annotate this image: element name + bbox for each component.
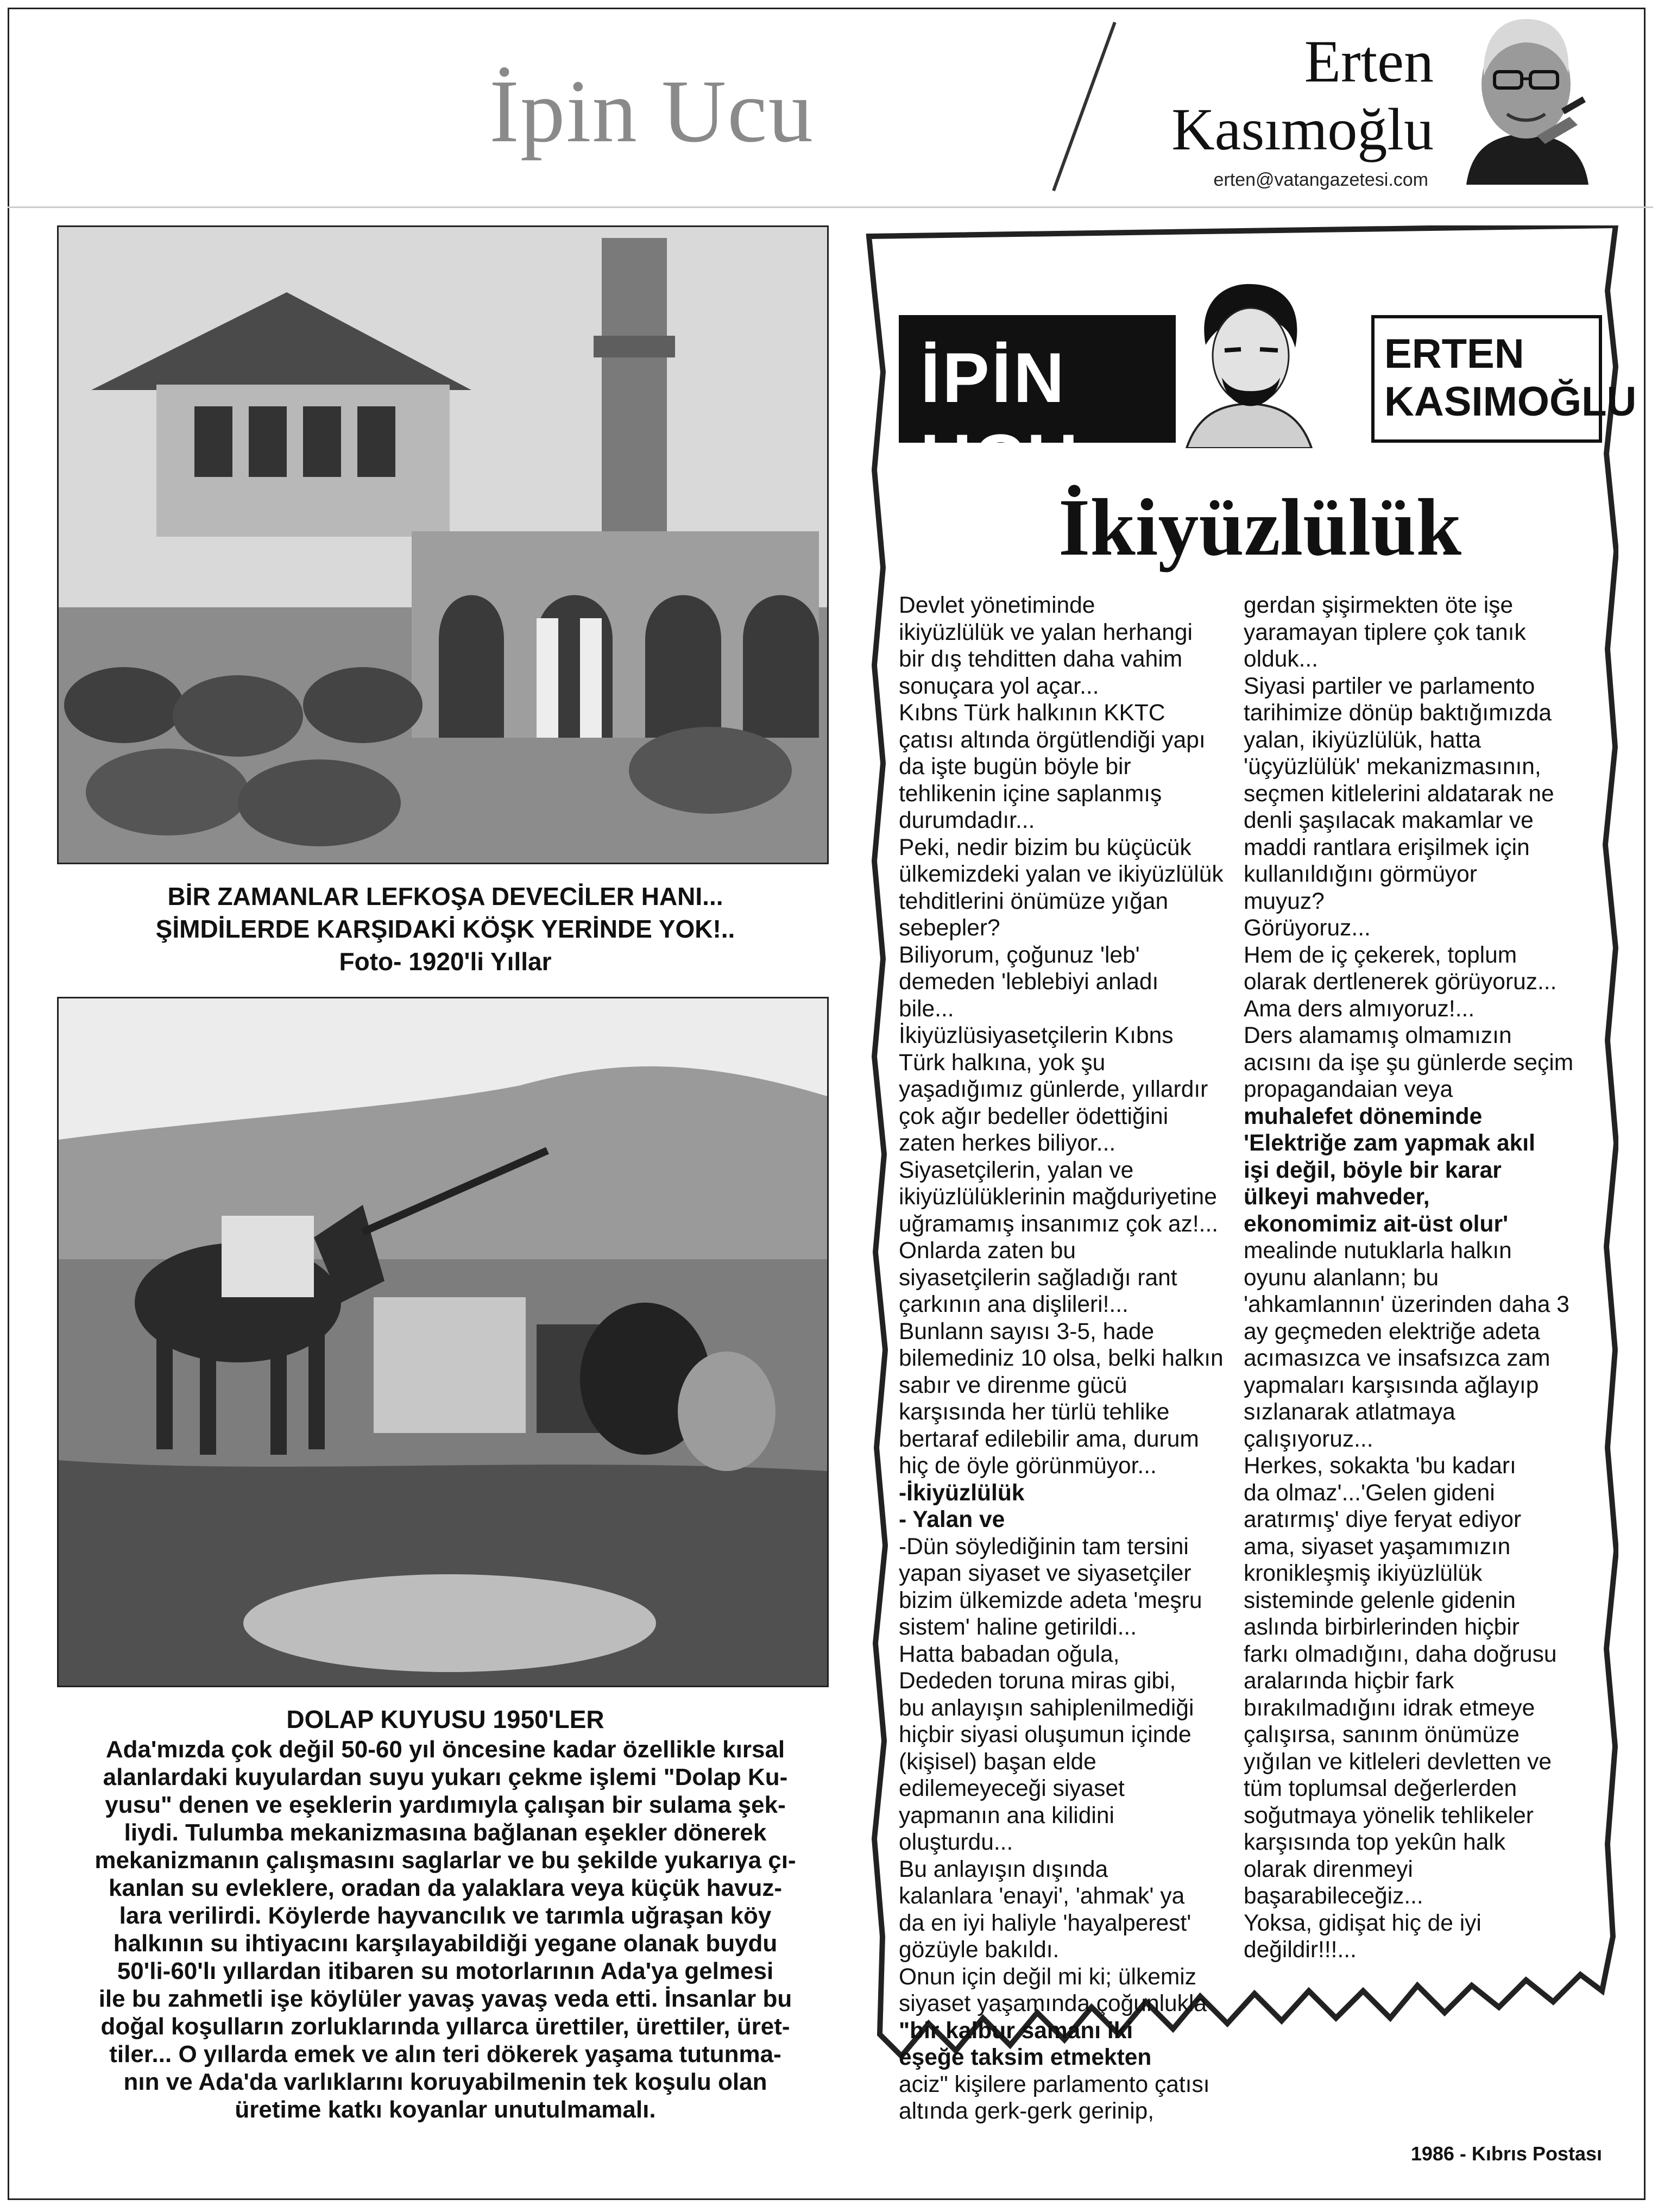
article-line: gözüyle bakıldı. — [899, 1937, 1060, 1963]
article-line: -İkiyüzlülük — [899, 1480, 1025, 1506]
article-line: çalışıyoruz... — [1244, 1426, 1373, 1452]
caravanserai-photo — [57, 225, 829, 864]
article-line: farkı olmadığını, daha doğrusu — [1244, 1641, 1557, 1667]
article-line: yaşadığımız günlerde, yıllardır — [899, 1077, 1208, 1102]
article-line: zaten herkes biliyor... — [899, 1130, 1116, 1156]
article-line: muyuz? — [1244, 888, 1325, 914]
caption-line: alanlardaki kuyulardan suyu yukarı çekme işlemi "Dolap Ku- — [103, 1764, 788, 1790]
article-line: da olmaz'...'Gelen gideni — [1244, 1480, 1495, 1506]
caption-line: yusu" denen ve eşeklerin yardımıyla çalışan bir sulama şek- — [105, 1792, 786, 1818]
caption-line: nın ve Ada'da varlıklarını koruyabilmenin tek koşulu olan — [123, 2069, 767, 2095]
page-header — [0, 0, 1658, 206]
article-line: 'Elektriğe zam yapmak akıl — [1244, 1130, 1535, 1156]
source-credit: 1986 - Kıbrıs Postası — [1410, 2142, 1602, 2165]
caption-line: Ada'mızda çok değil 50-60 yıl öncesine kadar özellikle kırsal — [105, 1736, 785, 1763]
article-line: ay geçmeden elektriğe adeta — [1244, 1318, 1540, 1344]
article-line: ülkeyi mahveder, — [1244, 1184, 1430, 1210]
article-line: uğramamış insanımız çok az!... — [899, 1211, 1219, 1237]
article-line: altında gerk-gerk gerinip, — [899, 2098, 1155, 2124]
banner-author-first: ERTEN — [1384, 331, 1524, 377]
article-line: yaramayan tiplere çok tanık — [1244, 619, 1526, 645]
article-line: Yoksa, gidişat hiç de iyi — [1244, 1910, 1482, 1936]
caption-line: liydi. Tulumba mekanizmasına bağlanan eşekler dönerek — [124, 1819, 767, 1846]
newspaper-clipping — [858, 225, 1637, 2124]
article-line: değildir!!!... — [1244, 1937, 1357, 1963]
caption-line: mekanizmanın çalışmasını saglarlar ve bu şekilde yukarıya çı- — [94, 1847, 796, 1874]
article-line: mealinde nutuklarla halkın — [1244, 1238, 1512, 1264]
article-line: olarak direnmeyi — [1244, 1856, 1413, 1882]
article-line: Hem de iç çekerek, toplum — [1244, 942, 1517, 968]
article-line: aratırmış' diye feryat ediyor — [1244, 1507, 1522, 1532]
article-line: Siyasi partiler ve parlamento — [1244, 673, 1535, 699]
article-line: siyasetçilerin sağladığı rant — [899, 1265, 1177, 1291]
header-divider — [1052, 22, 1117, 191]
article-line: bizim ülkemizde adeta 'meşru — [899, 1587, 1202, 1613]
article-line: sisteminde gelenle gidenin — [1244, 1587, 1516, 1613]
photo1-caption-date: Foto- 1920'li Yıllar — [339, 947, 552, 976]
photo1-caption — [65, 880, 825, 978]
header-rule — [8, 206, 1653, 208]
article-line: oyunu alanlann; bu — [1244, 1265, 1439, 1291]
article-line: sebepler? — [899, 915, 1000, 941]
article-line: ikiyüzlülüklerinin mağduriyetine — [899, 1184, 1217, 1210]
article-line: Görüyoruz... — [1244, 915, 1371, 941]
article-line: bilemediniz 10 olsa, belki halkın — [899, 1346, 1224, 1371]
article-line: Ama ders almıyoruz!... — [1244, 996, 1475, 1022]
author-portrait-icon — [1445, 11, 1607, 185]
article-line: aslında birbirlerinden hiçbir — [1244, 1614, 1520, 1640]
article-line: Ders alamamış olmamızın — [1244, 1023, 1512, 1048]
article-line: edilemeyeceği siyaset — [899, 1776, 1125, 1801]
article-line: Peki, nedir bizim bu küçücük — [899, 834, 1192, 860]
caption-line: ile bu zahmetli işe köylüler yavaş yavaş veda etti. İnsanlar bu — [98, 1985, 792, 2012]
article-line: ikiyüzlülük ve yalan herhangi — [899, 619, 1193, 645]
article-line: aciz" kişilere parlamento çatısı — [899, 2071, 1210, 2097]
article-line: yalan, ikiyüzlülük, hatta — [1244, 727, 1482, 753]
article-headline: İkiyüzlülük — [1058, 482, 1462, 573]
article-line: siyaset yaşamında çoğunlukla — [899, 1991, 1207, 2016]
article-line: çarkının ana dişlileri!... — [899, 1292, 1129, 1317]
article-line: tehlikenin içine saplanmış — [899, 781, 1162, 807]
article-line: Türk halkına, yok şu — [899, 1050, 1106, 1076]
article-line: Devlet yönetiminde — [899, 593, 1095, 618]
article-line: kronikleşmiş ikiyüzlülük — [1244, 1561, 1483, 1586]
article-line: gerdan şişirmekten öte işe — [1244, 593, 1514, 618]
article-line: sistem' haline getirildi... — [899, 1614, 1137, 1640]
article-line: yapmaları karşısında ağlayıp — [1244, 1372, 1539, 1398]
article-line: hiç de öyle görünmüyor... — [899, 1453, 1157, 1479]
article-line: Biliyorum, çoğunuz 'leb' — [899, 942, 1140, 968]
photo2-caption-body — [65, 1736, 825, 2123]
article-line: tüm toplumsal değerlerden — [1244, 1776, 1517, 1801]
article-line: "bir kalbur samanı iki — [899, 2018, 1133, 2044]
photo2-caption-title: DOLAP KUYUSU 1950'LER — [286, 1705, 604, 1733]
article-line: Bunlann sayısı 3-5, hade — [899, 1318, 1155, 1344]
article-line: sabır ve direnme gücü — [899, 1372, 1127, 1398]
article-line: acısını da işe şu günlerde seçim — [1244, 1050, 1574, 1076]
article-line: 'üçyüzlülük' mekanizmasının, — [1244, 754, 1541, 780]
article-line: bir dış tehditten daha vahim — [899, 646, 1183, 672]
article-line: ekonomimiz ait-üst olur' — [1244, 1211, 1509, 1237]
article-line: - Yalan ve — [899, 1507, 1005, 1532]
article-line: olarak dertlenerek görüyoruz... — [1244, 969, 1557, 995]
article-line: bu anlayışın sahiplenilmediği — [899, 1695, 1194, 1721]
caption-line: üretime katkı koyanlar unutulmamalı. — [235, 2096, 656, 2123]
article-line: işi değil, böyle bir karar — [1244, 1157, 1502, 1183]
young-author-portrait-icon — [1176, 280, 1322, 448]
article-line: aralarında hiçbir fark — [1244, 1668, 1454, 1694]
article-line: yapmanın ana kilidini — [899, 1802, 1114, 1828]
article-line: bile... — [899, 996, 954, 1022]
article-line: Hatta babadan oğula, — [899, 1641, 1120, 1667]
caption-line: lara verilirdi. Köylerde hayvancılık ve tarımla uğraşan köy — [119, 1902, 772, 1929]
water-wheel-photo — [57, 997, 829, 1687]
article-line: denli şaşılacak makamlar ve — [1244, 808, 1534, 833]
column-title: İpin Ucu — [489, 61, 814, 161]
photo1-caption-line: BİR ZAMANLAR LEFKOŞA DEVECİLER HANI... — [167, 882, 723, 910]
article-line: çok ağır bedeller ödettiğini — [899, 1103, 1169, 1129]
article-line: olduk... — [1244, 646, 1319, 672]
article-line: da en iyi haliyle 'hayalperest' — [899, 1910, 1192, 1936]
donkey-water-wheel-photo-icon — [59, 998, 827, 1686]
article-line: sızlanarak atlatmaya — [1244, 1399, 1455, 1425]
article-line: Dededen toruna miras gibi, — [899, 1668, 1176, 1694]
article-line: Kıbns Türk halkının KKTC — [899, 700, 1165, 726]
caption-line: halkının su ihtiyacını karşılayabildiği yegane olanak buydu — [113, 1930, 778, 1957]
article-line: soğutmaya yönelik tehlikeler — [1244, 1802, 1534, 1828]
caption-line: kanlan su evleklere, oradan da yalaklara veya küçük havuz- — [109, 1875, 782, 1901]
article-line: sonuçara yol açar... — [899, 673, 1099, 699]
banner-author-last: KASIMOĞLU — [1384, 379, 1637, 425]
article-line: propagandaian veya — [1244, 1077, 1453, 1102]
article-line: yığılan ve kitleleri devletten ve — [1244, 1749, 1552, 1775]
article-line: Herkes, sokakta 'bu kadarı — [1244, 1453, 1516, 1479]
article-line: tarihimize dönüp baktığımızda — [1244, 700, 1552, 726]
article-line: maddi rantlara erişilmek için — [1244, 834, 1530, 860]
author-last-name: Kasımoğlu — [1171, 96, 1434, 162]
article-line: demeden 'leblebiyi anladı — [899, 969, 1159, 995]
article-line: çalışırsa, sanınm önümüze — [1244, 1722, 1520, 1748]
article-line: Bu anlayışın dışında — [899, 1856, 1108, 1882]
caption-line: doğal koşulların zorluklarında yıllarca ürettiler, ürettiler, üret- — [100, 2013, 790, 2040]
article-line: da işte bugün böyle bir — [899, 754, 1131, 780]
article-line: acımasızca ve insafsızca zam — [1244, 1346, 1550, 1371]
article-line: eşeğe taksim etmekten — [899, 2045, 1152, 2070]
article-line: -Dün söylediğinin tam tersini — [899, 1534, 1189, 1560]
author-first-name: Erten — [1304, 28, 1434, 95]
article-line: kullanıldığını görmüyor — [1244, 862, 1477, 887]
article-line: hiçbir siyasi oluşumun içinde — [899, 1722, 1192, 1748]
article-left-column — [899, 592, 1230, 2125]
article-line: Onlarda zaten bu — [899, 1238, 1076, 1264]
author-email[interactable]: erten@vatangazetesi.com — [1213, 169, 1428, 190]
historic-caravanserai-photo-icon — [59, 227, 827, 863]
article-line: ama, siyaset yaşamımızın — [1244, 1534, 1511, 1560]
article-line: bırakılmadığını idrak etmeye — [1244, 1695, 1535, 1721]
article-line: Siyasetçilerin, yalan ve — [899, 1157, 1134, 1183]
article-line: yapan siyaset ve siyasetçiler — [899, 1561, 1192, 1586]
article-line: oluşturdu... — [899, 1830, 1013, 1855]
article-line: 'ahkamlannın' üzerinden daha 3 — [1244, 1292, 1569, 1317]
caption-line: tiler... O yıllarda emek ve alın teri dökerek yaşama tutunma- — [109, 2041, 781, 2068]
article-right-column — [1244, 592, 1580, 1964]
article-line: ülkemizdeki yalan ve ikiyüzlülük — [899, 862, 1224, 887]
article-line: karşısında her türlü tehlike — [899, 1399, 1170, 1425]
article-line: muhalefet döneminde — [1244, 1103, 1483, 1129]
article-line: (kişisel) başan elde — [899, 1749, 1096, 1775]
article-line: çatısı altında örgütlendiği yapı — [899, 727, 1206, 753]
article-line: kalanlara 'enayi', 'ahmak' ya — [899, 1883, 1185, 1909]
article-line: Onun için değil mi ki; ülkemiz — [899, 1964, 1196, 1990]
article-line: başarabileceğiz... — [1244, 1883, 1423, 1909]
article-line: durumdadır... — [899, 808, 1035, 833]
article-line: İkiyüzlüsiyasetçilerin Kıbns — [899, 1023, 1174, 1048]
banner-column-text: İPİN UCU — [921, 338, 1080, 499]
banner-author — [1371, 315, 1637, 443]
banner-column-name — [899, 315, 1200, 499]
article-line: tehditlerini önümüze yığan — [899, 888, 1169, 914]
caption-line: 50'li-60'lı yıllardan itibaren su motorlarının Ada'ya gelmesi — [117, 1958, 774, 1984]
article-line: seçmen kitlelerini aldatarak ne — [1244, 781, 1554, 807]
article-line: bertaraf edilebilir ama, durum — [899, 1426, 1199, 1452]
photo1-caption-line: ŞİMDİLERDE KARŞIDAKİ KÖŞK YERİNDE YOK!.. — [155, 915, 735, 943]
article-line: karşısında top yekûn halk — [1244, 1830, 1505, 1855]
